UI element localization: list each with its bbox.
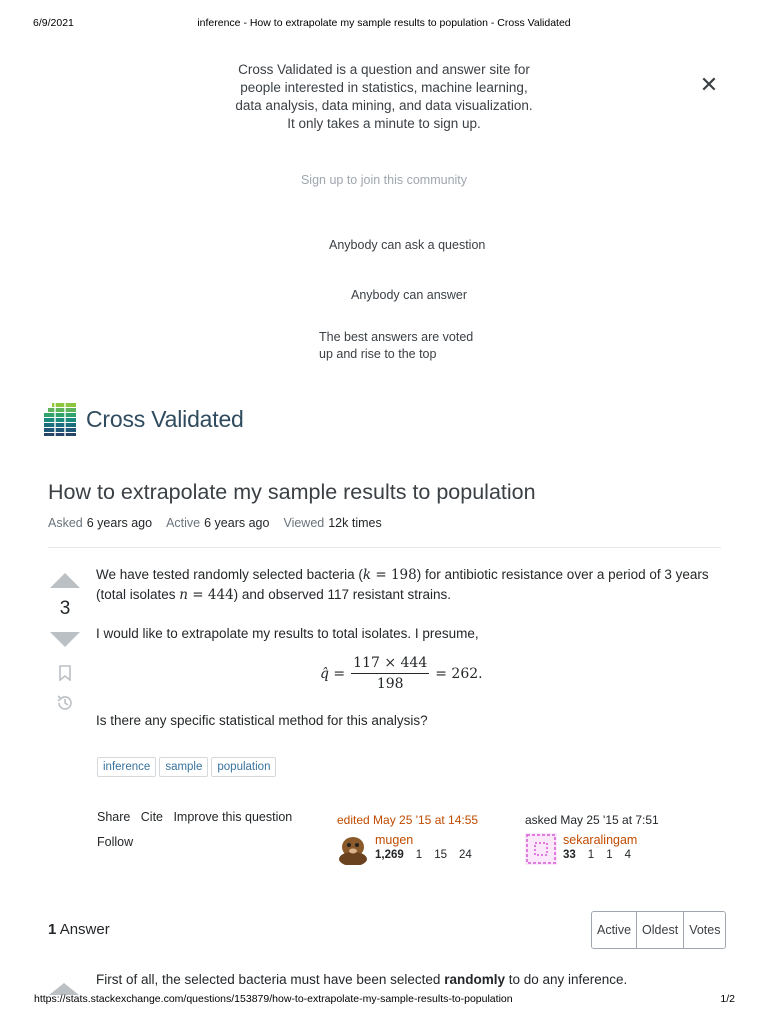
feature-ask: Anybody can ask a question [329, 238, 486, 252]
formula-rhs: = 262. [435, 665, 483, 682]
print-page-title: inference - How to extrapolate my sample results to population - Cross Validated [197, 17, 571, 29]
asked-meta [48, 516, 152, 530]
signup-link[interactable]: Sign up to join this community [300, 173, 468, 187]
header-divider [48, 547, 721, 548]
answer-sort-tabs [591, 911, 726, 949]
tag-sample[interactable]: sample [159, 757, 208, 777]
asked-timestamp[interactable]: asked May 25 '15 at 7:51 [525, 813, 659, 827]
print-page-number: 1/2 [720, 993, 735, 1005]
editor-bronze-badges: 24 [458, 849, 472, 861]
asker-rep-score: 33 [563, 849, 576, 861]
sort-votes-button[interactable]: Votes [684, 912, 725, 948]
sort-active-button[interactable]: Active [592, 912, 637, 948]
editor-name[interactable]: mugen [375, 833, 414, 847]
bookmark-icon[interactable] [59, 665, 71, 681]
print-url: https://stats.stackexchange.com/questions/153879/how-to-extrapolate-my-sample-results-to-population [34, 993, 513, 1005]
vote-count: 3 [59, 598, 71, 619]
question-title[interactable]: How to extrapolate my sample results to population [48, 480, 536, 504]
viewed-label: Viewed [283, 516, 325, 530]
answer-text-b: to do any inference. [504, 972, 628, 987]
asker-signature [525, 813, 659, 865]
formula [320, 655, 483, 692]
question-paragraph-2: I would like to extrapolate my results to total isolates. I presume, [96, 626, 479, 641]
share-link[interactable]: Share [97, 810, 131, 824]
downvote-icon[interactable] [50, 632, 80, 647]
site-name: Cross Validated [86, 406, 244, 432]
math-k: k [362, 567, 372, 583]
math-k-eq: = 198 [371, 567, 417, 583]
upvote-icon[interactable] [50, 573, 80, 588]
answer-count-label: Answer [59, 921, 110, 938]
print-footer [0, 993, 768, 1007]
formula-denominator: 198 [376, 676, 404, 692]
editor-rep-score: 1,269 [375, 849, 404, 861]
math-n-eq: = 444 [188, 587, 234, 603]
tag-inference[interactable]: inference [97, 757, 156, 777]
post-menu [97, 810, 292, 824]
feature-voting: The best answers are voted up and rise to the top [319, 330, 474, 361]
edited-timestamp[interactable]: edited May 25 '15 at 14:55 [337, 813, 479, 827]
asked-value: 6 years ago [86, 516, 153, 530]
answer-count: 1 [48, 921, 57, 938]
improve-question-link[interactable]: Improve this question [173, 810, 293, 824]
asker-name[interactable]: sekaralingam [563, 833, 638, 847]
active-label: Active [166, 516, 201, 530]
active-meta [166, 516, 269, 530]
asker-reputation [563, 849, 637, 861]
close-icon[interactable]: ✕ [699, 72, 719, 97]
answers-header [48, 921, 110, 938]
active-value[interactable]: 6 years ago [204, 516, 270, 530]
question-meta [48, 516, 382, 530]
p1-text-c: ) and observed 117 resistant strains. [233, 587, 452, 602]
answer-first-line [96, 972, 627, 987]
history-icon[interactable] [55, 693, 75, 713]
cross-validated-logo-icon [44, 403, 76, 436]
asked-label: Asked [48, 516, 83, 530]
sort-oldest-button[interactable]: Oldest [637, 912, 684, 948]
math-n: n [179, 587, 188, 603]
formula-lhs: q̂ = [320, 665, 346, 682]
cite-link[interactable]: Cite [140, 810, 164, 824]
tag-population[interactable]: population [211, 757, 276, 777]
editor-gold-badges: 1 [415, 849, 423, 861]
asker-avatar[interactable] [525, 833, 557, 865]
editor-silver-badges: 15 [434, 849, 447, 861]
print-header [0, 17, 768, 31]
editor-signature [337, 813, 478, 865]
formula-numerator: 117 × 444 [351, 655, 429, 674]
question-paragraph-1 [96, 565, 716, 605]
asker-bronze-badges: 4 [624, 849, 632, 861]
p1-text-b: ) for antibiotic resistance over a period of 3 years (total isolates [96, 567, 709, 602]
viewed-meta [283, 516, 381, 530]
asker-silver-badges: 1 [606, 849, 613, 861]
follow-link[interactable]: Follow [97, 835, 134, 849]
tag-list [97, 757, 276, 777]
signup-description: Cross Validated is a question and answer site for people interested in statistics, machine learning, data analysis, data mining, and data visualization. It only takes a minute to sign up. [235, 62, 533, 131]
answer-text-a: First of all, the selected bacteria must have been selected [96, 972, 445, 987]
editor-reputation [375, 849, 472, 861]
site-logo[interactable] [44, 403, 244, 436]
asker-gold-badges: 1 [587, 849, 595, 861]
answer-text-bold: randomly [444, 972, 505, 987]
question-paragraph-3: Is there any specific statistical method for this analysis? [96, 713, 428, 728]
viewed-value: 12k times [328, 516, 382, 530]
editor-avatar[interactable] [337, 833, 369, 865]
vote-column [48, 573, 82, 713]
feature-answer: Anybody can answer [351, 288, 468, 302]
print-date: 6/9/2021 [33, 17, 74, 29]
formula-fraction [351, 655, 429, 692]
p1-text-a: We have tested randomly selected bacteria ( [96, 567, 363, 582]
